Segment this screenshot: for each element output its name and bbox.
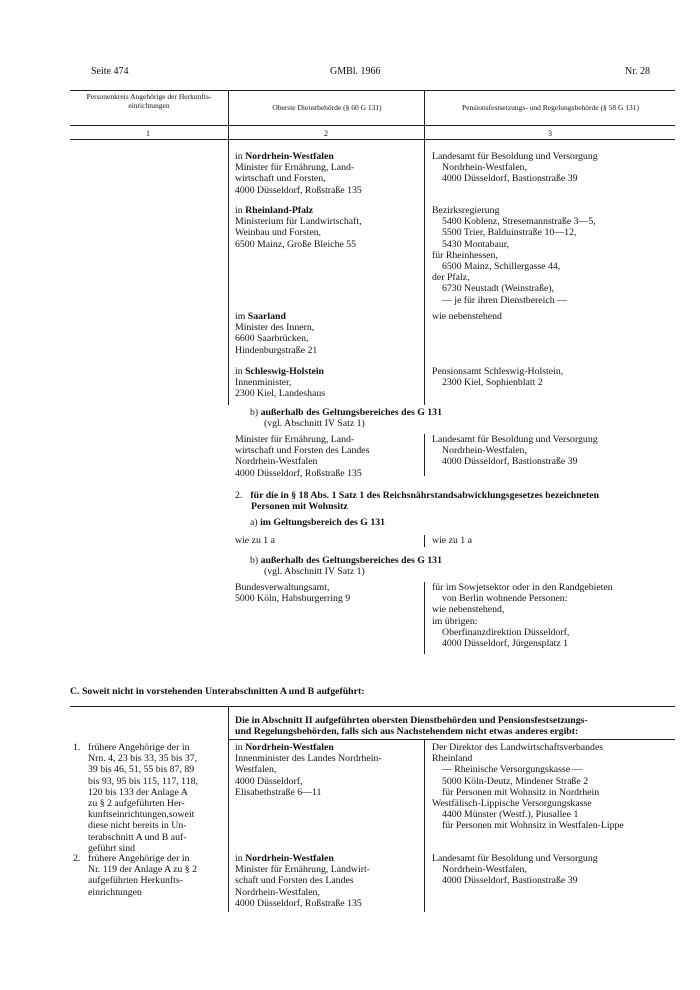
state-name: Nordrhein-Westfalen bbox=[245, 853, 334, 864]
subsection-2b: b) außerhalb des Geltungsbereiches des G 131 (vgl. Abschnitt IV Satz 1) bbox=[250, 555, 442, 578]
subsection-2: 2. für die in § 18 Abs. 1 Satz 1 des Reichsnährstandsabwicklungsgesetzes bezeichneten Personen mit Wohnsitz bbox=[235, 490, 600, 513]
pension-office-nrw: Landesamt für Besoldung und Versorgung Nordrhein-Westfalen, 4000 Düsseldorf, Bastionstraße 39 bbox=[432, 151, 598, 185]
pension-office-2a: wie zu 1 a bbox=[432, 535, 472, 546]
col-divider-c2 bbox=[424, 740, 425, 912]
item-c1-number: 1. bbox=[73, 742, 81, 753]
column-number-1: 1 bbox=[146, 129, 150, 138]
pension-office-saarland: wie nebenstehend bbox=[432, 311, 502, 322]
col-divider-2b bbox=[424, 582, 425, 654]
table-top-rule bbox=[70, 90, 675, 91]
item-c2-persons: frühere Angehörige der in Nr. 119 der Anlage A zu § 2 aufgeführten Herkunfts- einrichtungen bbox=[88, 853, 198, 898]
authority-2a: wie zu 1 a bbox=[235, 535, 275, 546]
subsection-2a: a) im Geltungsbereich des G 131 bbox=[250, 517, 386, 528]
authority-nrw: in Nordrhein-Westfalen Minister für Ernährung, Land- wirtschaft und Forsten, 4000 Düsseldorf, Roßstraße 135 bbox=[235, 151, 362, 196]
state-name: Nordrhein-Westfalen bbox=[245, 742, 334, 753]
col-divider-2a bbox=[424, 535, 425, 547]
authority-schleswig-holstein: in Schleswig-Holstein Innenminister, 2300 Kiel, Landeshaus bbox=[235, 366, 326, 400]
state-name: Schleswig-Holstein bbox=[245, 366, 324, 377]
col-divider-b1 bbox=[424, 434, 425, 476]
item-c1-pension-office: Der Direktor des Landwirtschaftsverbandes Rheinland — Rheinische Versorgungskasse — 5000 Köln-Deutz, Mindener Straße 2 für Personen mit Wohnsitz in Nordrhein Westfälisch-Lippische Versorgungskasse 4400 Münster (Westf.), Piusallee 1 für Personen mit Wohnsitz in Westfalen-Lippe bbox=[432, 742, 624, 832]
pension-office-schleswig-holstein: Pensionsamt Schleswig-Holstein, 2300 Kiel, Sophienblatt 2 bbox=[432, 366, 564, 389]
col-divider-2-body bbox=[424, 140, 425, 405]
header-rule bbox=[70, 125, 675, 126]
authority-b1: Minister für Ernährung, Land- wirtschaft und Forsten des Landes Nordrhein-Westfalen 4000 Düsseldorf, Roßstraße 135 bbox=[235, 434, 370, 479]
section-c-header-rule bbox=[228, 739, 675, 740]
section-c-header: Die in Abschnitt II aufgeführten obersten Dienstbehörden und Pensionsfestsetzungs- und Regelungsbehörden, falls sich aus Nachstehendem nicht etwas anderes ergibt: bbox=[235, 715, 588, 738]
col-divider-c1 bbox=[228, 707, 229, 912]
col-divider-1-body bbox=[228, 140, 229, 405]
colnum-rule bbox=[70, 139, 675, 140]
pension-office-2b: für im Sowjetsektor oder in den Randgebieten von Berlin wohnende Personen: wie nebenstehend, im übrigen: Oberfinanzdirektion Düsseldorf, 4000 Düsseldorf, Jürgensplatz 1 bbox=[432, 582, 613, 650]
state-name: Nordrhein-Westfalen bbox=[245, 151, 334, 162]
item-c1-authority: in Nordrhein-Westfalen Innenminister des Landes Nordrhein- Westfalen, 4000 Düsseldorf, Elisabethstraße 6—11 bbox=[235, 742, 382, 798]
column-number-3: 3 bbox=[548, 129, 552, 138]
authority-saarland: im Saarland Minister des Innern, 6600 Saarbrücken, Hindenburgstraße 21 bbox=[235, 311, 318, 356]
state-name: Rheinland-Pfalz bbox=[245, 205, 314, 216]
page-number: Seite 474 bbox=[91, 66, 129, 77]
col-divider-1 bbox=[228, 90, 229, 140]
column-number-2: 2 bbox=[324, 129, 328, 138]
pension-office-b1: Landesamt für Besoldung und Versorgung Nordrhein-Westfalen, 4000 Düsseldorf, Bastionstraße 39 bbox=[432, 434, 598, 468]
journal-title: GMBl. 1966 bbox=[330, 66, 381, 77]
section-c-top-rule bbox=[70, 706, 675, 707]
item-c2-number: 2. bbox=[73, 853, 81, 864]
col-divider-2 bbox=[424, 90, 425, 140]
column-header-2: Oberste Dienstbehörde (§ 60 G 131) bbox=[272, 103, 382, 112]
pension-office-rheinland-pfalz: Bezirksregierung 5400 Koblenz, Stresemannstraße 3—5, 5500 Trier, Balduinstraße 10—12, 5430 Montabaur, für Rheinhessen, 6500 Mainz, Schillergasse 44, der Pfalz, 6730 Neustadt (Weinstraße), — je für ihren Dienstbereich — bbox=[432, 205, 596, 306]
item-c2-authority: in Nordrhein-Westfalen Minister für Ernährung, Landwirt- schaft und Forsten des Landes Nordrhein-Westfalen, 4000 Düsseldorf, Roßstraße 135 bbox=[235, 853, 370, 909]
state-name: Saarland bbox=[247, 311, 286, 322]
column-header-1: Personenkreis Angehörige der Herkunfts-einrichtungen bbox=[86, 92, 212, 110]
column-header-3: Pensionsfestsetzungs- und Regelungsbehörde (§ 58 G 131) bbox=[461, 103, 640, 112]
item-c2-pension-office: Landesamt für Besoldung und Versorgung Nordrhein-Westfalen, 4000 Düsseldorf, Bastionstraße 39 bbox=[432, 853, 598, 887]
authority-rheinland-pfalz: in Rheinland-Pfalz Ministerium für Landwirtschaft, Weinbau und Forsten, 6500 Mainz, Große Bleiche 55 bbox=[235, 205, 362, 250]
subsection-b1: b) außerhalb des Geltungsbereiches des G 131 (vgl. Abschnitt IV Satz 1) bbox=[250, 407, 442, 430]
authority-2b: Bundesverwaltungsamt, 5000 Köln, Habsburgerring 9 bbox=[235, 582, 351, 605]
section-c-title: C. Soweit nicht in vorstehenden Unterabschnitten A und B aufgeführt: bbox=[70, 686, 365, 697]
item-c1-persons: frühere Angehörige der in Nrn. 4, 23 bis 33, 35 bis 37, 39 bis 46, 51, 55 bis 87, 89 bis 93, 95 bis 115, 117, 118, 120 bis 133 der Anlage A zu § 2 aufgeführten Her- kunftseinrichtungen,soweit diese nicht bereits in Un- terabschnitt A und B auf- geführt sind bbox=[88, 742, 198, 854]
issue-number: Nr. 28 bbox=[625, 66, 650, 77]
